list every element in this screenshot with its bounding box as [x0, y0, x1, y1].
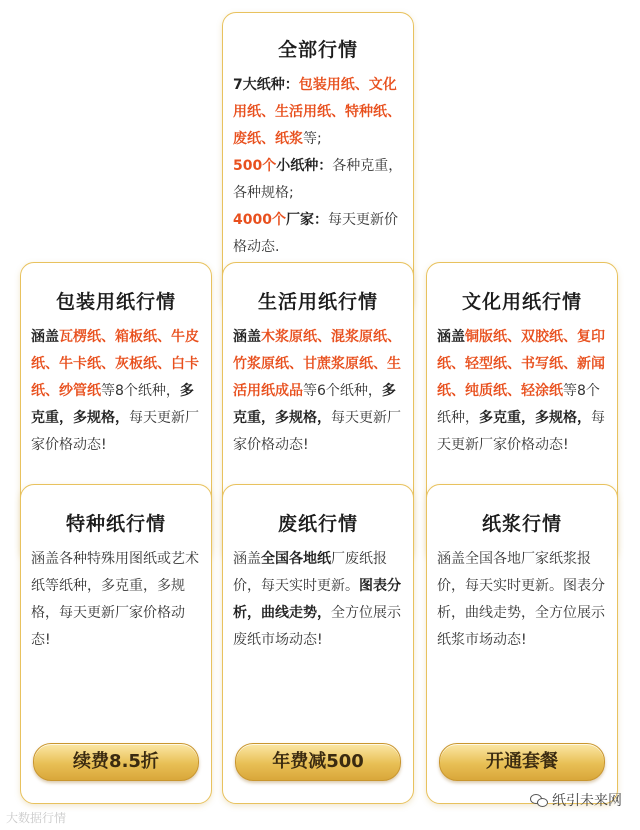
text-segment: 500个 [233, 158, 277, 174]
text-segment: 涵盖 [233, 329, 261, 345]
card-body [31, 546, 201, 654]
card-specialty-paper[interactable] [20, 484, 212, 804]
text-segment: 木浆原纸、混浆原纸、竹浆原纸、甘蔗浆原纸、生活用纸成品 [233, 329, 401, 399]
text-segment: 等; [303, 131, 322, 147]
card-title: 文化用纸行情 [461, 291, 582, 313]
text-segment: 涵盖 [437, 329, 465, 345]
text-segment: 各种克重，各种规格; [233, 158, 403, 201]
card-title: 特种纸行情 [65, 513, 166, 535]
card-body [233, 546, 403, 654]
wechat-icon [530, 793, 548, 807]
card-title: 生活用纸行情 [257, 291, 378, 313]
text-segment: 涵盖各种特殊用图纸或艺术纸等纸种，多克重，多规格，每天更新厂家价格动态! [31, 551, 199, 648]
watermark-right-label: 纸引未来网 [552, 793, 622, 809]
card-title: 纸浆行情 [481, 513, 562, 535]
card-body [437, 546, 607, 654]
watermark-left: 大数据行情 [6, 811, 67, 825]
text-segment: 等6个纸种， [303, 383, 382, 399]
card-body [233, 324, 403, 459]
card-title: 废纸行情 [277, 513, 358, 535]
card-title: 全部行情 [277, 39, 358, 61]
text-segment: 瓦楞纸、箱板纸、牛皮纸、牛卡纸、灰板纸、白卡纸、纱管纸 [31, 329, 199, 399]
watermark-right [530, 790, 622, 810]
text-segment: 每天更新厂家价格动态! [31, 410, 199, 453]
renew-discount-button[interactable]: 续费8.5折 [33, 743, 199, 781]
text-segment: 厂废纸报价，每天实时更新。 [233, 551, 387, 594]
text-segment: 每天更新厂家价格动态! [233, 410, 401, 453]
text-segment: 每天更新价格动态. [233, 212, 398, 255]
card-body-subspecies [233, 153, 403, 207]
text-segment: 铜版纸、双胶纸、复印纸、轻型纸、书写纸、新闻纸、纯质纸、轻涂纸 [437, 329, 605, 399]
text-segment: 等8个纸种， [437, 383, 600, 426]
text-segment: 小纸种： [276, 158, 333, 174]
text-segment: 涵盖 [233, 551, 261, 567]
card-body [31, 324, 201, 459]
text-segment: 全方位展示废纸市场动态! [233, 605, 401, 648]
text-segment: 等8个纸种， [101, 383, 180, 399]
text-segment: 涵盖全国各地厂家纸浆报价，每天实时更新。图表分析，曲线走势，全方位展示纸浆市场动态! [437, 551, 605, 648]
text-segment: 每天更新厂家价格动态! [437, 410, 605, 453]
card-title: 包装用纸行情 [55, 291, 176, 313]
card-body-species [233, 72, 403, 153]
text-segment: 涵盖 [31, 329, 59, 345]
card-body-factories [233, 207, 403, 261]
text-segment: 多克重，多规格， [233, 383, 396, 426]
open-package-button[interactable]: 开通套餐 [439, 743, 605, 781]
text-segment: 7大纸种： [233, 77, 299, 93]
text-segment: 全国各地纸 [261, 551, 331, 567]
annual-fee-button[interactable]: 年费减500 [235, 743, 401, 781]
text-segment: 包装用纸、文化用纸、生活用纸、特种纸、废纸、纸浆 [233, 77, 401, 147]
text-segment: 多克重，多规格， [479, 410, 591, 426]
card-body [437, 324, 607, 459]
text-segment: 厂家： [285, 212, 328, 228]
card-pulp[interactable] [426, 484, 618, 804]
text-segment: 4000个 [233, 212, 286, 228]
card-waste-paper[interactable] [222, 484, 414, 804]
text-segment: 图表分析，曲线走势， [233, 578, 401, 621]
text-segment: 多克重，多规格， [31, 383, 194, 426]
